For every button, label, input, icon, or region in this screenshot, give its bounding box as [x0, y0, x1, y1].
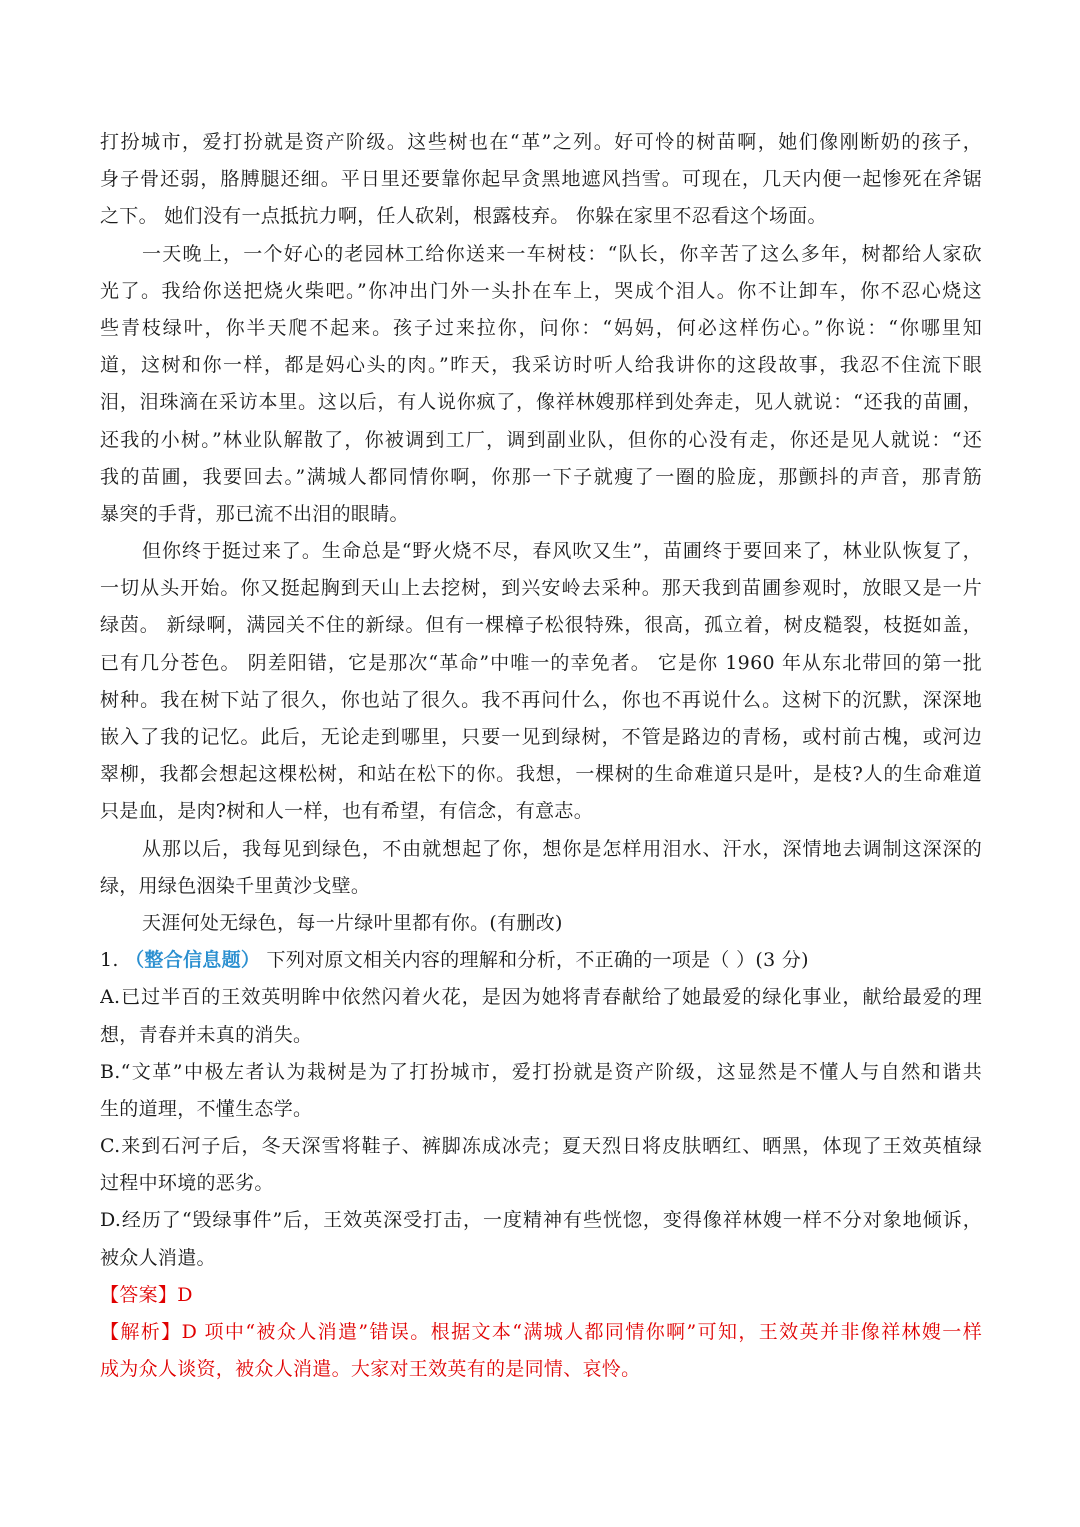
answer [100, 1277, 982, 1314]
option-d [100, 1202, 982, 1276]
option-line: A.已过半百的王效英明眸中依然闪着火花，是因为她将青春献给了她最爱的绿化事业，献给最爱的理 [100, 986, 982, 1009]
text-line: 光了。我给你送把烧火柴吧。”你冲出门外一头扑在车上，哭成个泪人。你不让卸车，你不忍心烧这 [100, 279, 982, 302]
text-line: 还我的小树。”林业队解散了，你被调到工厂，调到副业队，但你的心没有走，你还是见人就说：“还 [100, 428, 982, 451]
option-line: 想，青春并未真的消失。 [100, 1023, 313, 1046]
paragraph [100, 831, 982, 905]
text-line: 道，这树和你一样，都是妈心头的肉。”昨天，我采访时听人给我讲你的这段故事，我忍不住流下眼 [100, 354, 982, 377]
text-line: 树种。我在树下站了很久，你也站了很久。我不再问什么，你也不再说什么。这树下的沉默，深深地 [100, 688, 982, 711]
text-line: 嵌入了我的记忆。此后，无论走到哪里，只要一见到绿树，不管是路边的青杨，或村前古槐，或河边 [100, 726, 982, 748]
document-page [100, 124, 982, 1388]
text-line: 些青枝绿叶，你半天爬不起来。孩子过来拉你，问你：“妈妈，何必这样伤心。”你说：“你哪里知 [100, 316, 982, 339]
option-line: C.来到石河子后，冬天深雪将鞋子、裤脚冻成冰壳；夏天烈日将皮肤晒红、晒黑，体现了王效英植绿 [100, 1135, 982, 1158]
text-line: 泪，泪珠滴在采访本里。这以后，有人说你疯了，像祥林嫂那样到处奔走，见人就说：“还我的苗圃， [100, 391, 982, 414]
question-number: 1. [100, 949, 119, 972]
text-line: 已有几分苍色。 阴差阳错，它是那次“革命”中唯一的幸免者。 它是你 1960 年从东北带回的第一批 [100, 651, 982, 674]
analysis-label: 【解析】 [100, 1321, 182, 1343]
text-line: 翠柳，我都会想起这棵松树，和站在松下的你。我想，一棵树的生命难道只是叶，是枝?人的生命难道 [100, 763, 982, 786]
text-line: 只是血，是肉?树和人一样，也有希望，有信念，有意志。 [100, 800, 593, 823]
paragraph [100, 905, 982, 942]
option-c [100, 1128, 982, 1202]
answer-label: 【答案】 [100, 1283, 178, 1306]
option-line: 过程中环境的恶劣。 [100, 1172, 274, 1195]
paragraph [100, 236, 982, 534]
option-line: B.“文革”中极左者认为栽树是为了打扮城市，爱打扮就是资产阶级，这显然是不懂人与自然和谐共 [100, 1060, 982, 1083]
option-line: D.经历了“毁绿事件”后，王效英深受打击，一度精神有些恍惚，变得像祥林嫂一样不分对象地倾诉， [100, 1209, 982, 1232]
paragraph [100, 124, 982, 236]
question-block [100, 942, 982, 1388]
text-line: 绿茵。 新绿啊，满园关不住的新绿。但有一棵樟子松很特殊，很高，孤立着，树皮糙裂，枝挺如盖， [100, 614, 982, 637]
question-tag: （整合信息题） [125, 949, 261, 972]
text-line: 身子骨还弱，胳膊腿还细。平日里还要靠你起早贪黑地遮风挡雪。可现在，几天内便一起惨死在斧锯 [100, 168, 982, 191]
text-line: 但你终于挺过来了。生命总是“野火烧不尽，春风吹又生”，苗圃终于要回来了，林业队恢复了， [142, 540, 982, 563]
text-line: 一切从头开始。你又挺起胸到天山上去挖树，到兴安岭去采种。那天我到苗圃参观时，放眼又是一片 [100, 577, 982, 600]
option-line: 生的道理，不懂生态学。 [100, 1097, 313, 1120]
text-line: 暴突的手背，那已流不出泪的眼睛。 [100, 502, 409, 525]
text-line: 一天晚上，一个好心的老园林工给你送来一车树枝：“队长，你辛苦了这么多年，树都给人家砍 [142, 242, 982, 265]
question-stem [100, 942, 982, 979]
question-text: 下列对原文相关内容的理解和分析，不正确的一项是（ ）(3 分) [266, 949, 809, 972]
text-line: 绿，用绿色洇染千里黄沙戈壁。 [100, 874, 371, 897]
analysis-line: 成为众人谈资，被众人消遣。大家对王效英有的是同情、哀怜。 [100, 1358, 641, 1381]
passage [100, 124, 982, 942]
paragraph [100, 533, 982, 831]
text-line: 之下。 她们没有一点抵抗力啊，任人砍剁，根露枝弃。 你躲在家里不忍看这个场面。 [100, 205, 827, 228]
text-line: 我的苗圃，我要回去。”满城人都同情你啊，你那一下子就瘦了一圈的脸庞，那颤抖的声音，那青筋 [100, 465, 982, 488]
option-line: 被众人消遣。 [100, 1246, 216, 1269]
text-line: 打扮城市，爱打扮就是资产阶级。这些树也在“革”之列。好可怜的树苗啊，她们像刚断奶的孩子， [100, 131, 982, 153]
analysis [100, 1314, 982, 1388]
text-line: 从那以后，我每见到绿色，不由就想起了你，想你是怎样用泪水、汗水，深情地去调制这深深的 [142, 837, 982, 860]
analysis-line [100, 1314, 982, 1351]
answer-value: D [177, 1283, 193, 1306]
option-a [100, 979, 982, 1053]
option-b [100, 1054, 982, 1128]
analysis-text: D 项中“被众人消遣”错误。根据文本“满城人都同情你啊”可知，王效英并非像祥林嫂一样 [181, 1321, 982, 1343]
text-line: 天涯何处无绿色，每一片绿叶里都有你。(有删改) [142, 911, 563, 934]
